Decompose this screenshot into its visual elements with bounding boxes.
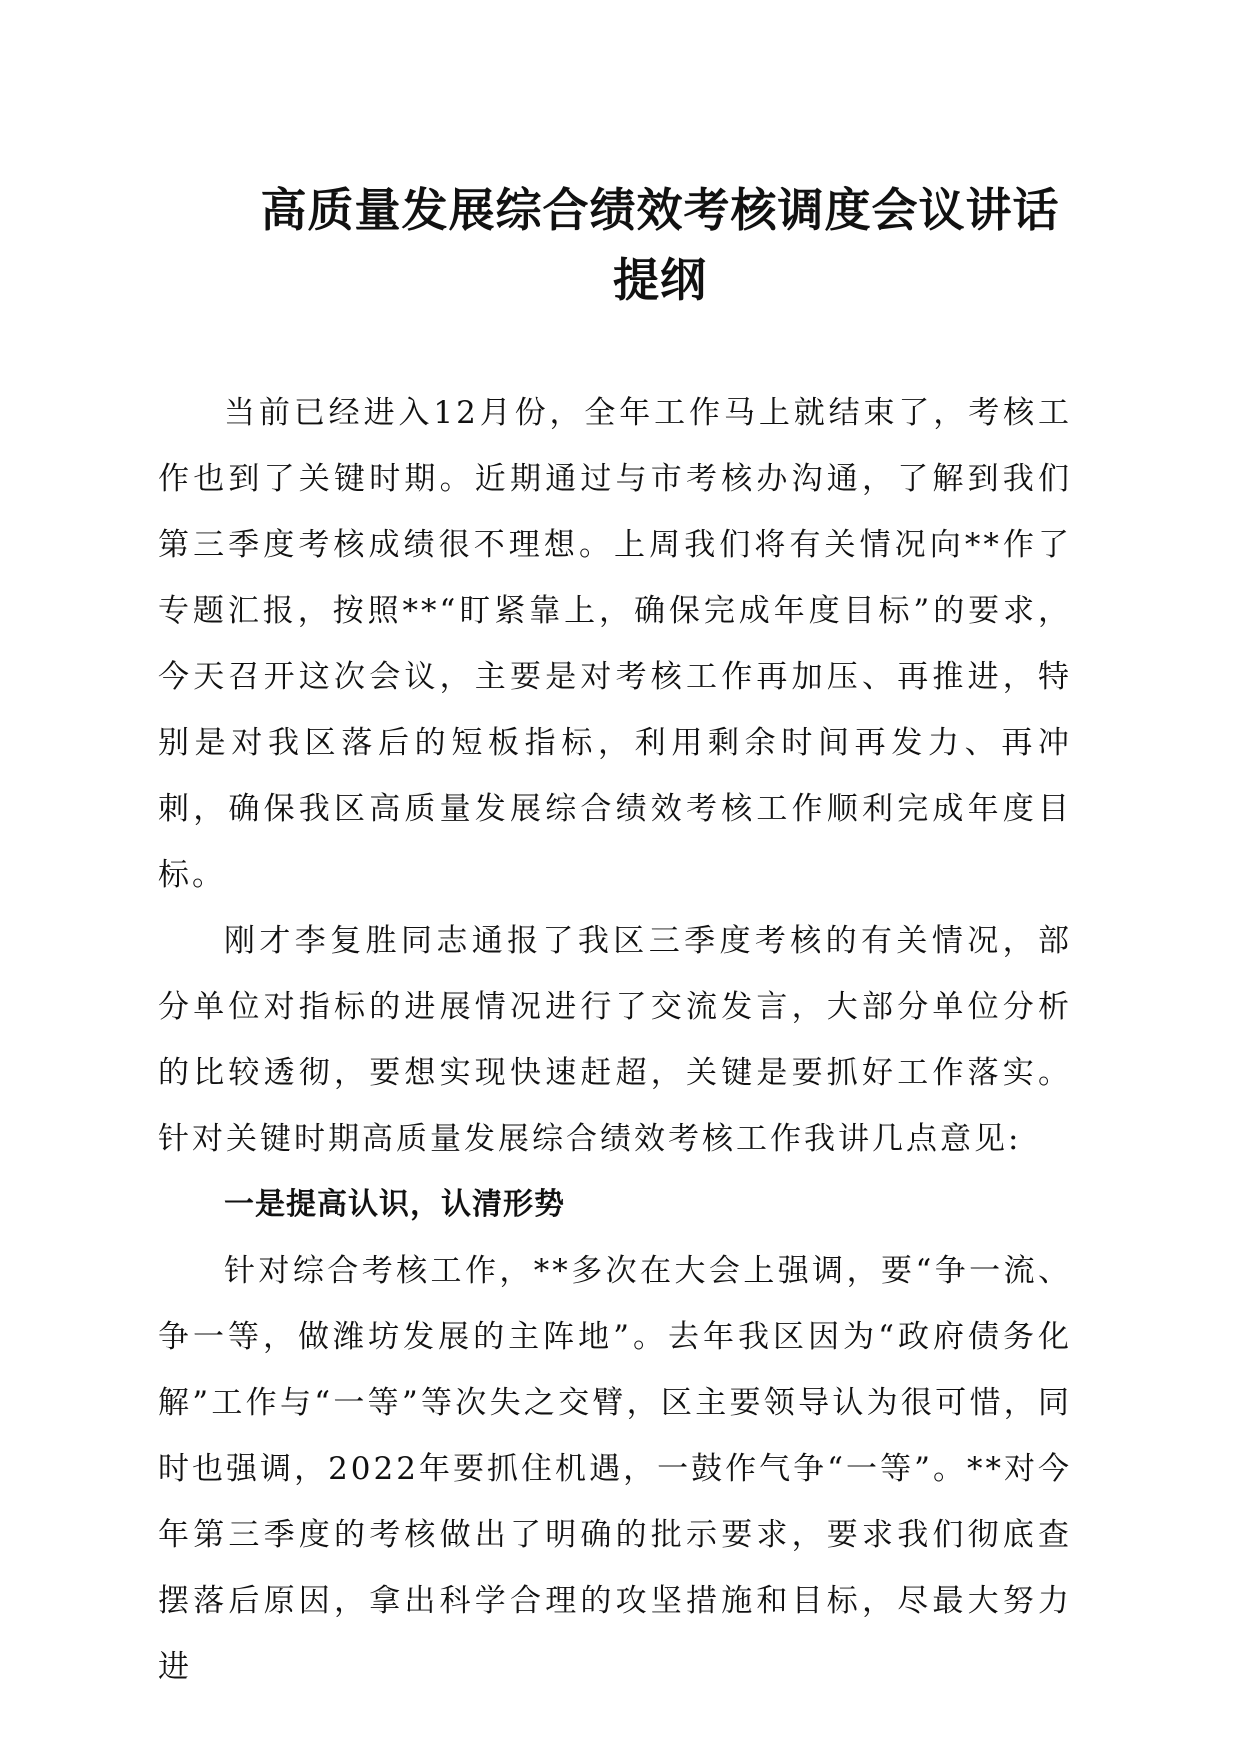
document-title [150,175,1090,315]
paragraph-section-one: 针对综合考核工作，**多次在大会上强调，要“争一流、争一等，做潍坊发展的主阵地”。去年我区因为“政府债务化解”工作与“一等”等次失之交臂，区主要领导认为很可惜，同时也强调，2022年要抓住机遇，一鼓作气争“一等”。**对今年第三季度的考核做出了明确的批示要求，要求我们彻底查摆落后原因，拿出科学合理的攻坚措施和目标，尽最大努力进 [158,1253,1072,1685]
document-title-line-1: 高质量发展综合绩效考核调度会议讲话 [260,183,1060,237]
paragraph-opinions: 刚才李复胜同志通报了我区三季度考核的有关情况，部分单位对指标的进展情况进行了交流发言，大部分单位分析的比较透彻，要想实现快速赶超，关键是要抓好工作落实。针对关键时期高质量发展综合绩效考核工作我讲几点意见: [158,923,1072,1157]
document-body [158,380,1072,1700]
paragraph-intro: 当前已经进入12月份，全年工作马上就结束了，考核工作也到了关键时期。近期通过与市考核办沟通，了解到我们第三季度考核成绩很不理想。上周我们将有关情况向**作了专题汇报，按照**“盯紧靠上，确保完成年度目标”的要求，今天召开这次会议，主要是对考核工作再加压、再推进，特别是对我区落后的短板指标，利用剩余时间再发力、再冲刺，确保我区高质量发展综合绩效考核工作顺利完成年度目标。 [158,395,1072,893]
section-heading-one: 一是提高认识，认清形势 [224,1187,565,1222]
document-title-line-2: 提纲 [613,253,707,307]
